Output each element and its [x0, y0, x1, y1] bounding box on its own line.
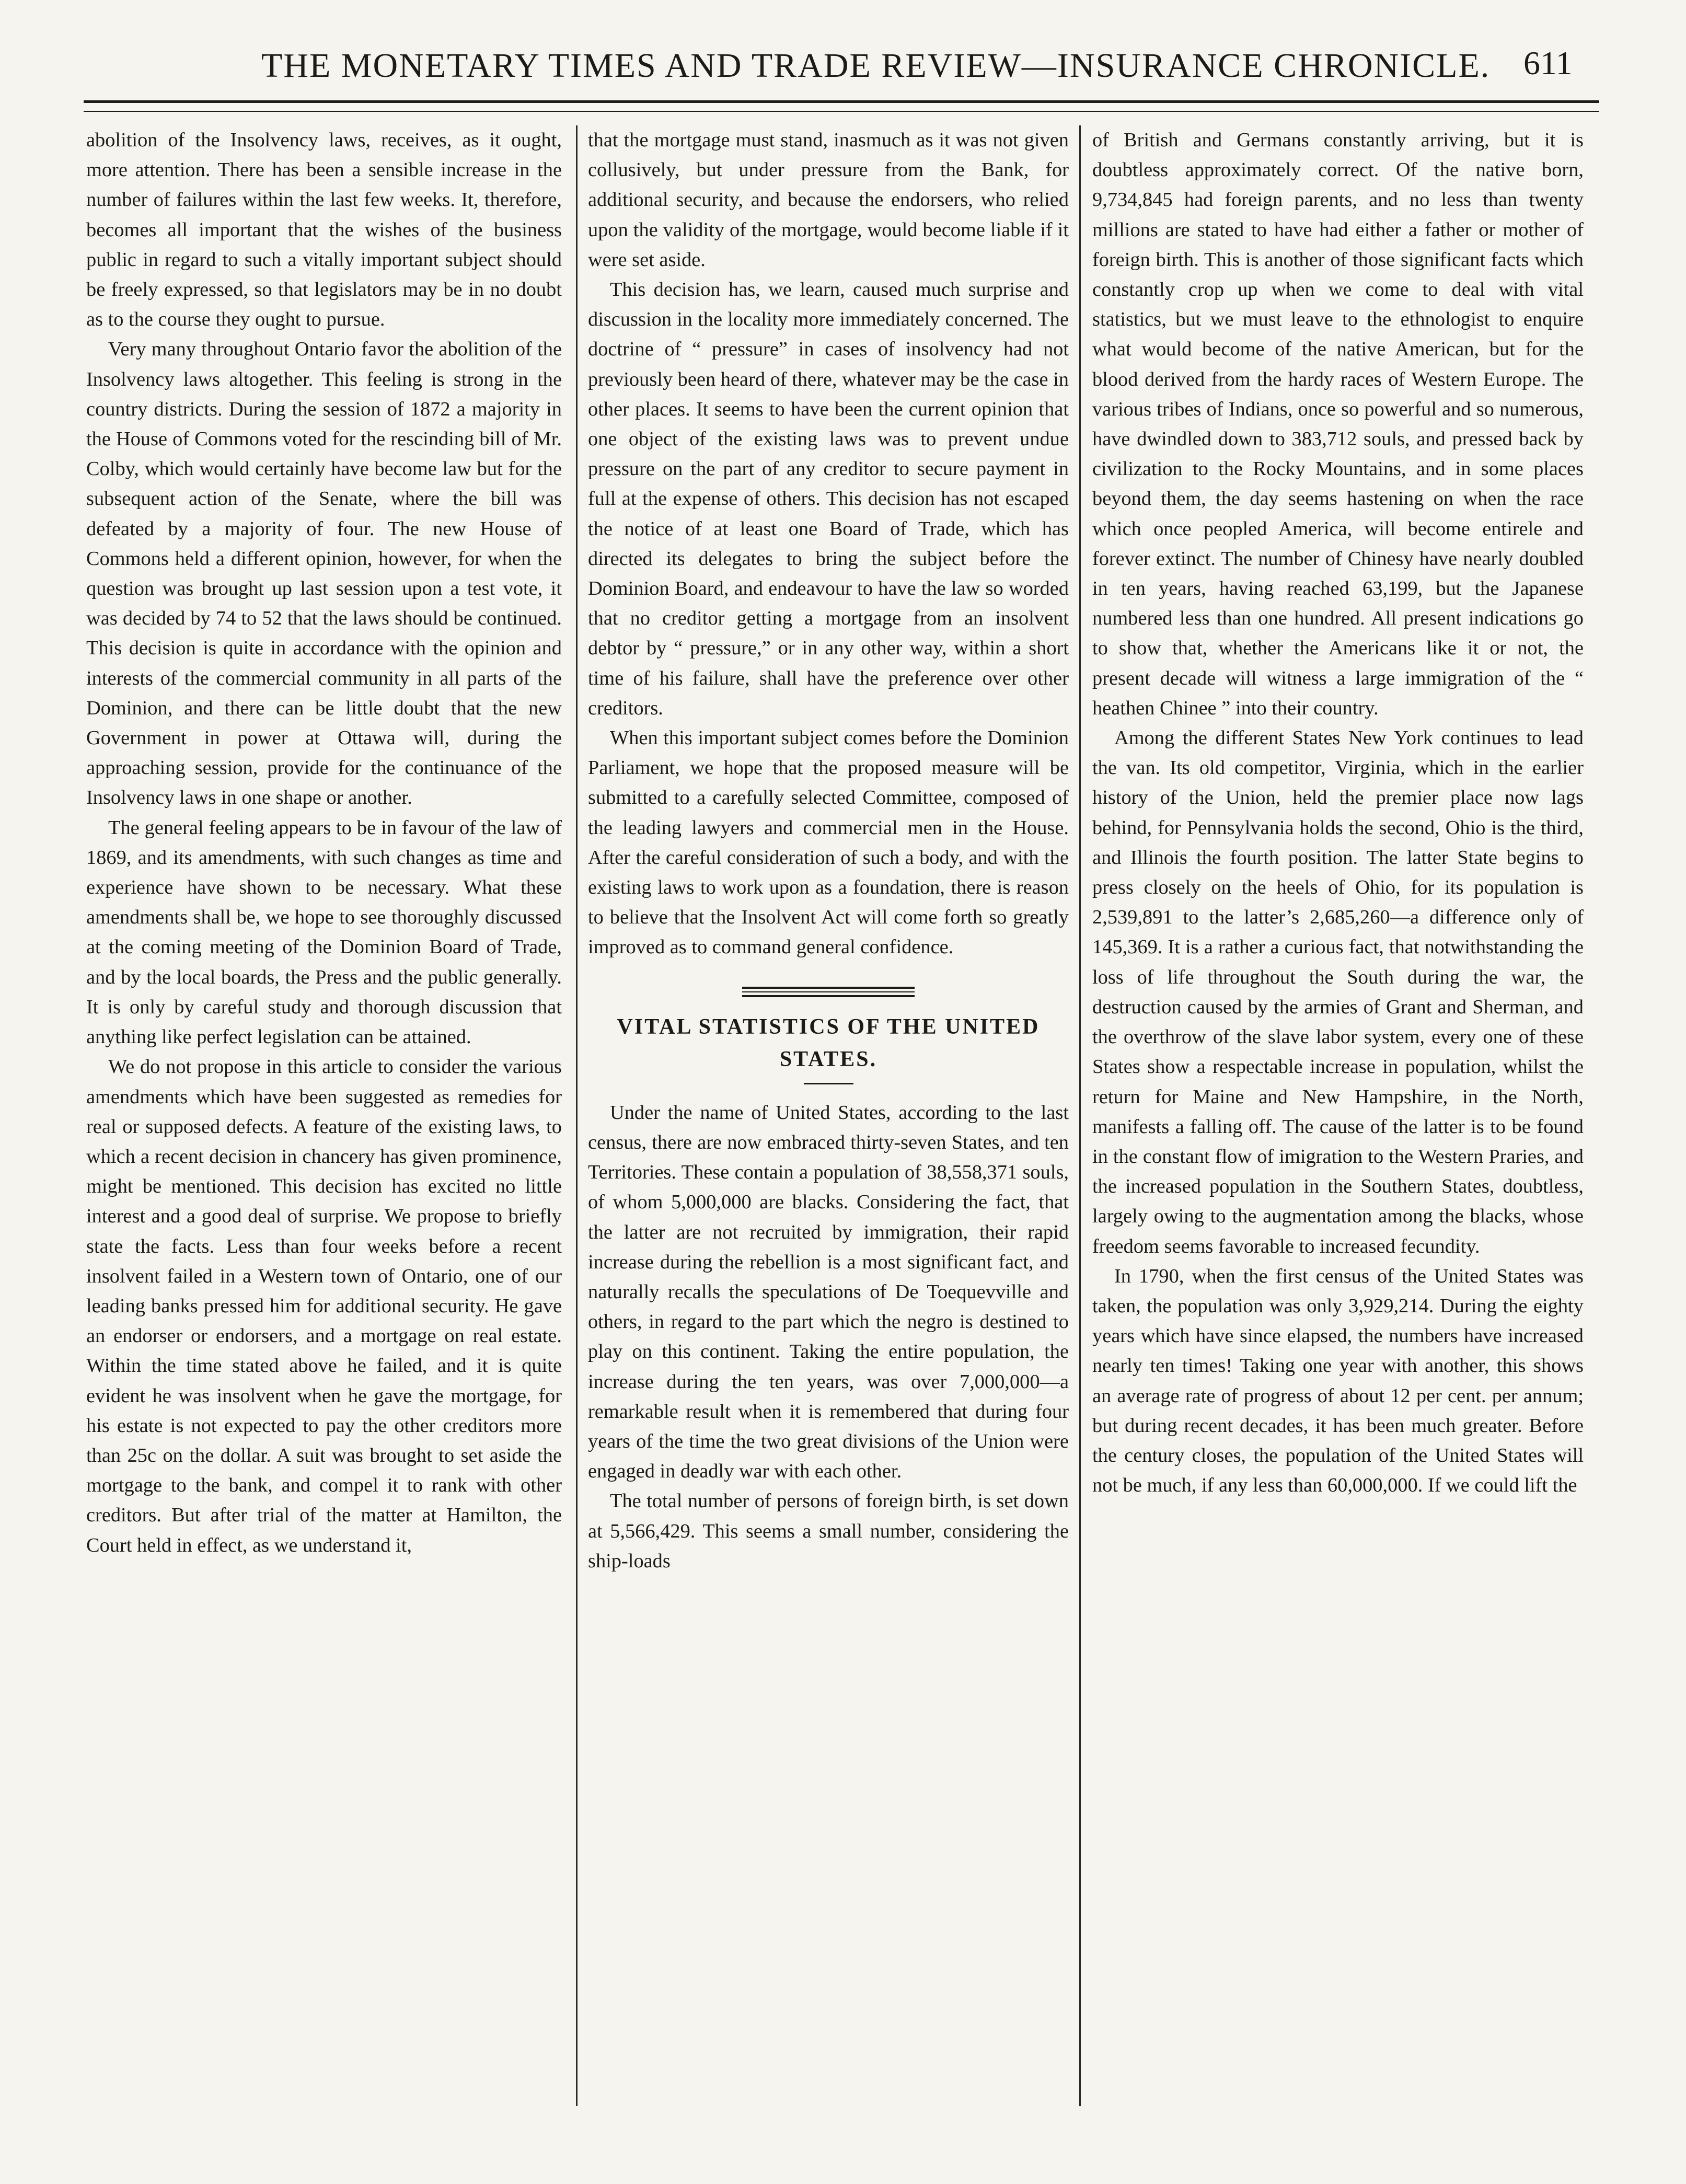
page-header	[84, 37, 1599, 94]
paragraph: that the mortgage must stand, inasmuch as it was not given collusively, but under pressure from the Bank, for additional security, and because the endorsers, who relied upon the validity of the mortgage, would become liable if it were set aside.	[588, 129, 1069, 271]
paragraph: Under the name of United States, according to the last census, there are now embraced thirty-seven States, and ten Territories. These contain a population of 38,558,371 souls, of whom 5,000,000 are blacks. Considering the fact, that the latter are not recruited by immigration, their rapid increase during the rebellion is a most significant fact, and naturally recalls the speculations of De Toequevville and others, in regard to the part which the negro is destined to play on this continent. Taking the entire population, the increase during the ten years, was over 7,000,000—a remarkable result when it is remembered that during four years of the time the two great divisions of the Union were engaged in deadly war with each other.	[588, 1101, 1069, 1483]
title-dash	[804, 1083, 853, 1084]
paragraph: The general feeling appears to be in favour of the law of 1869, and its amendments, with such changes as time and experience have shown to be necessary. What these amendments shall be, we hope to see thoroughly discussed at the coming meeting of the Dominion Board of Trade, and by the local boards, the Press and the public generally. It is only by careful study and thorough discussion that anything like perfect legislation can be attained.	[86, 816, 562, 1048]
paragraph: Very many throughout Ontario favor the abolition of the Insolvency laws altogether. This feeling is strong in the country districts. During the session of 1872 a majority in the House of Commons voted for the rescinding bill of Mr. Colby, which would certainly have become law but for the subsequent action of the Senate, where the bill was defeated by a majority of four. The new House of Commons held a different opinion, however, for when the question was brought up last session upon a test vote, it was decided by 74 to 52 that the laws should be continued. This decision is quite in accordance with the opinion and interests of the commercial community in all parts of the Dominion, and there can be little doubt that the new Government in power at Ottawa will, during the approaching session, provide for the continuance of the Insolvency laws in one shape or another.	[86, 338, 562, 809]
paragraph: Among the different States New York continues to lead the van. Its old competitor, Virginia, which in the earlier history of the Union, held the premier place now lags behind, for Pennsylvania holds the second, Ohio is the third, and Illinois the fourth position. The latter State begins to press closely on the heels of Ohio, for its population is 2,539,891 to the latter’s 2,685,260—a difference only of 145,369. It is a rather a curious fact, that notwithstanding the loss of life throughout the South during the war, the destruction caused by the armies of Grant and Sherman, and the overthrow of the slave labor system, every one of these States show a respectable increase in population, whilst the return for Maine and New Hampshire, in the North, manifests a falling off. The cause of the latter is to be found in the constant flow of imigration to the Western Praries, and the increased population in the Southern States, doubtless, largely owing to the augmentation among the blacks, whose freedom seems favorable to increased fecundity.	[1092, 727, 1584, 1257]
paragraph: The total number of persons of foreign birth, is set down at 5,566,429. This seems a small number, considering the ship-loads	[588, 1490, 1069, 1572]
column-1	[86, 125, 562, 2164]
header-rule-thick	[84, 100, 1599, 103]
section-ornament	[742, 987, 915, 997]
header-rule-thin	[84, 111, 1599, 112]
column-divider	[1079, 125, 1081, 2106]
column-divider	[576, 125, 578, 2106]
column-3	[1092, 125, 1584, 2164]
paragraph: This decision has, we learn, caused much surprise and discussion in the locality more immediately concerned. The doctrine of “ pressure” in cases of insolvency had not previously been heard of there, whatever may be the case in other places. It seems to have been the current opinion that one object of the existing laws was to prevent undue pressure on the part of any creditor to secure payment in full at the expense of others. This decision has not escaped the notice of at least one Board of Trade, which has directed its delegates to bring the subject before the Dominion Board, and endeavour to have the law so worded that no creditor getting a mortgage from an insolvent debtor by “ pressure,” or in any other way, within a short time of his failure, shall have the preference over other creditors.	[588, 279, 1069, 719]
page-number: 611	[1523, 44, 1573, 82]
paragraph: We do not propose in this article to consider the various amendments which have been suggested as remedies for real or supposed defects. A feature of the existing laws, to which a recent decision in chancery has given prominence, might be mentioned. This decision has excited no little interest and a good deal of surprise. We propose to briefly state the facts. Less than four weeks before a recent insolvent failed in a Western town of Ontario, one of our leading banks pressed him for additional security. He gave an endorser or endorsers, and a mortgage on real estate. Within the time stated above he failed, and it is quite evident he was insolvent when he gave the mortgage, for his estate is not expected to pay the other creditors more than 25c on the dollar. A suit was brought to set aside the mortgage to the bank, and compel it to rank with other creditors. But after trial of the matter at Hamilton, the Court held in effect, as we understand it,	[86, 1056, 562, 1556]
paragraph: In 1790, when the first census of the United States was taken, the population was only 3,929,214. During the eighty years which have since elapsed, the numbers have increased nearly ten times! Taking one year with another, this shows an average rate of progress of about 12 per cent. per annum; but during recent decades, it has been much greater. Before the century closes, the population of the United States will not be much, if any less than 60,000,000. If we could lift the	[1092, 1265, 1584, 1497]
paragraph: When this important subject comes before the Dominion Parliament, we hope that the proposed measure will be submitted to a carefully selected Committee, composed of the leading lawyers and commercial men in the House. After the careful consideration of such a body, and with the existing laws to work upon as a foundation, there is reason to believe that the Insolvent Act will come forth so greatly improved as to command general confidence.	[588, 727, 1069, 958]
paragraph: of British and Germans constantly arriving, but it is doubtless approximately correct. Of the native born, 9,734,845 had foreign parents, and no less than twenty millions are stated to have had either a father or mother of foreign birth. This is another of those significant facts which constantly crop up when we come to deal with vital statistics, but we must leave to the ethnologist to enquire what would become of the native American, but for the blood derived from the hardy races of Western Europe. The various tribes of Indians, once so powerful and so numerous, have dwindled down to 383,712 souls, and pressed back by civilization to the Rocky Mountains, and in some places beyond them, the day seems hastening on when the race which once peopled America, will become entirele and forever extinct. The number of Chinesy have nearly doubled in ten years, having reached 63,199, but the Japanese numbered less than one hundred. All present indications go to show that, whether the Americans like it or not, the present decade will witness a large immigration of the “ heathen Chinee ” into their country.	[1092, 129, 1584, 719]
running-title: THE MONETARY TIMES AND TRADE REVIEW—INSURANCE CHRONICLE.	[261, 47, 1491, 85]
paragraph: abolition of the Insolvency laws, receives, as it ought, more attention. There has been a sensible increase in the number of failures within the last few weeks. It, therefore, becomes all important that the wishes of the business public in regard to such a vitally important subject should be freely expressed, so that legislators may be in no doubt as to the course they ought to pursue.	[86, 129, 562, 331]
section-title: VITAL STATISTICS OF THE UNITED STATES.	[617, 1014, 1040, 1071]
column-2	[588, 125, 1069, 2164]
